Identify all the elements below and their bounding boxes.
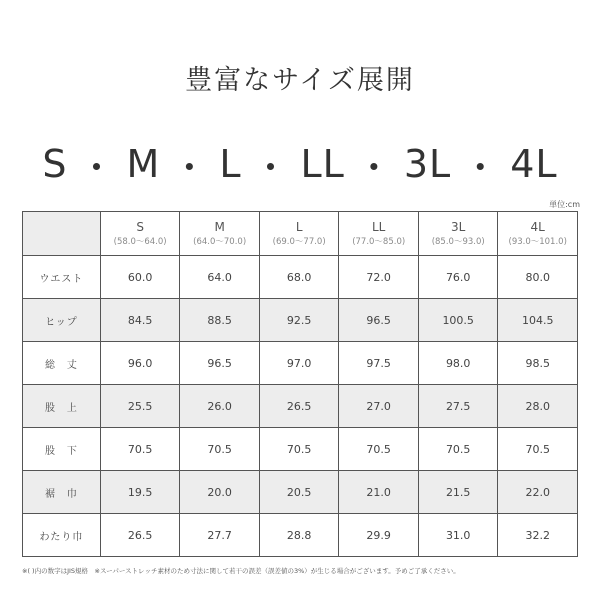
footnote: ※( )内の数字はJIS規格 ※スーパーストレッチ素材のため寸法に関して若干の誤差（誤差値の3%）が生じる場合がございます。予めご了承ください。 xyxy=(22,567,460,575)
table-cell: 70.5 xyxy=(419,428,499,471)
table-cell: 76.0 xyxy=(419,256,499,299)
table-cell: 20.5 xyxy=(260,471,340,514)
table-cell: 26.5 xyxy=(101,514,181,557)
size-separator: ・ xyxy=(170,145,210,190)
table-corner-cell xyxy=(23,212,101,256)
column-header xyxy=(419,212,499,256)
table-row xyxy=(23,514,578,557)
row-label: 総 丈 xyxy=(23,342,101,385)
table-row xyxy=(23,385,578,428)
column-header xyxy=(180,212,260,256)
table-cell: 70.5 xyxy=(180,428,260,471)
table-cell: 27.0 xyxy=(339,385,419,428)
table-cell: 32.2 xyxy=(498,514,578,557)
column-size: S xyxy=(136,219,144,234)
column-header xyxy=(339,212,419,256)
table-cell: 70.5 xyxy=(498,428,578,471)
table-cell: 70.5 xyxy=(260,428,340,471)
column-size: 3L xyxy=(451,219,466,234)
table-cell: 26.5 xyxy=(260,385,340,428)
table-cell: 97.0 xyxy=(260,342,340,385)
table-cell: 70.5 xyxy=(339,428,419,471)
table-cell: 19.5 xyxy=(101,471,181,514)
column-header xyxy=(260,212,340,256)
table-cell: 100.5 xyxy=(419,299,499,342)
table-cell: 28.8 xyxy=(260,514,340,557)
row-label: わたり巾 xyxy=(23,514,101,557)
row-label: 股 下 xyxy=(23,428,101,471)
table-cell: 96.5 xyxy=(180,342,260,385)
table-row xyxy=(23,342,578,385)
table-cell: 60.0 xyxy=(101,256,181,299)
table-cell: 29.9 xyxy=(339,514,419,557)
column-range: (93.0～101.0) xyxy=(508,236,567,247)
table-cell: 28.0 xyxy=(498,385,578,428)
table-cell: 70.5 xyxy=(101,428,181,471)
table-header-row xyxy=(23,212,578,256)
column-range: (69.0～77.0) xyxy=(272,236,326,247)
column-range: (58.0～64.0) xyxy=(113,236,167,247)
size-lineup-item: M xyxy=(126,142,161,186)
size-separator: ・ xyxy=(251,145,291,190)
size-lineup-item: LL xyxy=(300,142,345,186)
column-size: L xyxy=(295,219,303,234)
column-header xyxy=(101,212,181,256)
row-label: 股 上 xyxy=(23,385,101,428)
unit-label: 単位:cm xyxy=(549,200,580,209)
table-cell: 80.0 xyxy=(498,256,578,299)
table-cell: 22.0 xyxy=(498,471,578,514)
row-label: ウエスト xyxy=(23,256,101,299)
table-cell: 21.0 xyxy=(339,471,419,514)
column-header xyxy=(498,212,578,256)
table-cell: 104.5 xyxy=(498,299,578,342)
column-size: 4L xyxy=(530,219,545,234)
size-separator: ・ xyxy=(77,145,117,190)
table-cell: 68.0 xyxy=(260,256,340,299)
table-cell: 25.5 xyxy=(101,385,181,428)
table-cell: 96.0 xyxy=(101,342,181,385)
table-row xyxy=(23,471,578,514)
column-size: M xyxy=(214,219,225,234)
table-cell: 64.0 xyxy=(180,256,260,299)
size-separator: ・ xyxy=(354,145,394,190)
table-cell: 84.5 xyxy=(101,299,181,342)
table-cell: 88.5 xyxy=(180,299,260,342)
row-label: 裾 巾 xyxy=(23,471,101,514)
table-cell: 92.5 xyxy=(260,299,340,342)
table-cell: 26.0 xyxy=(180,385,260,428)
column-range: (77.0～85.0) xyxy=(352,236,406,247)
table-cell: 27.7 xyxy=(180,514,260,557)
table-cell: 72.0 xyxy=(339,256,419,299)
page-title: 豊富なサイズ展開 xyxy=(185,65,415,96)
row-label: ヒップ xyxy=(23,299,101,342)
column-range: (85.0～93.0) xyxy=(431,236,485,247)
table-cell: 21.5 xyxy=(419,471,499,514)
column-range: (64.0～70.0) xyxy=(193,236,247,247)
table-cell: 31.0 xyxy=(419,514,499,557)
size-lineup xyxy=(0,137,600,191)
table-cell: 96.5 xyxy=(339,299,419,342)
size-separator: ・ xyxy=(461,145,501,190)
table-cell: 27.5 xyxy=(419,385,499,428)
size-lineup-item: 4L xyxy=(510,142,558,186)
table-cell: 20.0 xyxy=(180,471,260,514)
table-cell: 98.5 xyxy=(498,342,578,385)
column-size: LL xyxy=(371,219,386,234)
size-lineup-item: L xyxy=(219,142,242,186)
table-row xyxy=(23,256,578,299)
table-cell: 98.0 xyxy=(419,342,499,385)
size-lineup-item: S xyxy=(42,142,68,186)
table-row xyxy=(23,428,578,471)
size-lineup-item: 3L xyxy=(403,142,452,186)
table-row xyxy=(23,299,578,342)
table-cell: 97.5 xyxy=(339,342,419,385)
size-table xyxy=(22,211,578,557)
